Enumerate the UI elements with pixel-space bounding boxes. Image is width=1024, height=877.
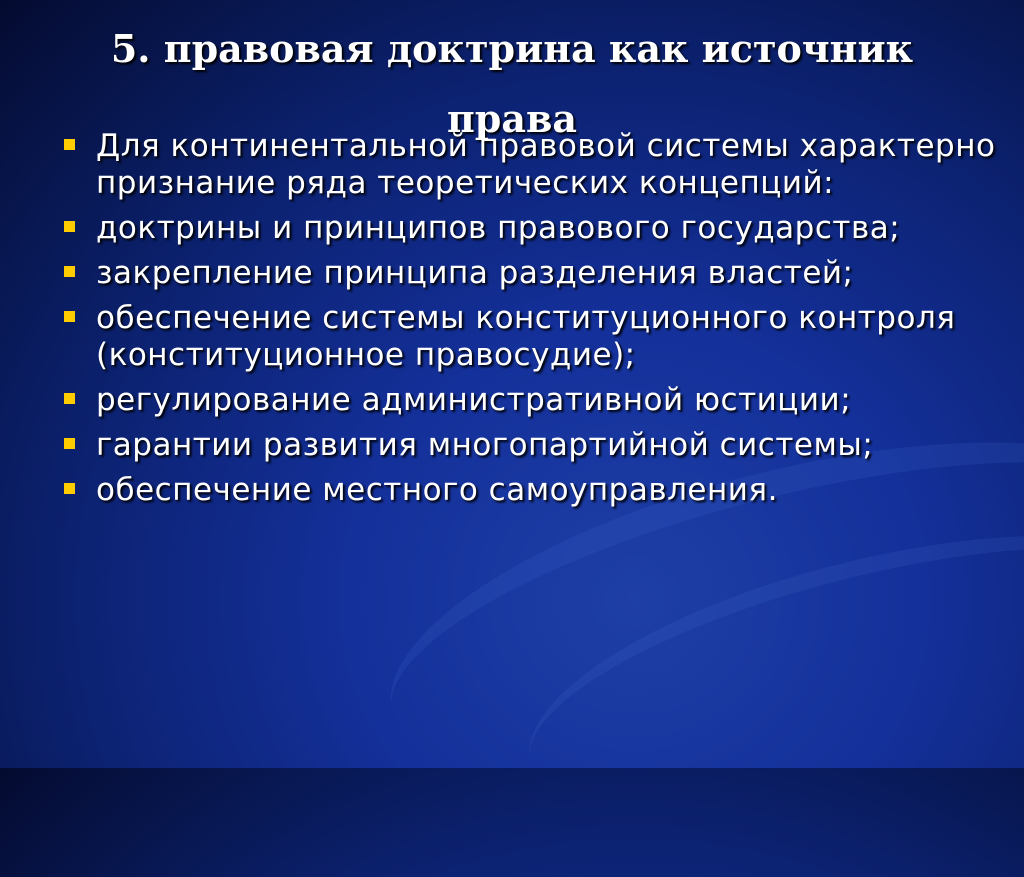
square-bullet-icon xyxy=(64,438,75,449)
list-item-text: доктрины и принципов правового государства; xyxy=(96,210,901,246)
list-item xyxy=(62,300,1002,374)
square-bullet-icon xyxy=(64,311,75,322)
list-item-text: закрепление принципа разделения властей; xyxy=(96,255,854,291)
bullet-list xyxy=(62,128,1002,517)
list-item-text: Для континентальной правовой системы характерно признание ряда теоретических концепций: xyxy=(96,128,996,201)
list-item-text: регулирование административной юстиции; xyxy=(96,382,852,418)
list-item-text: обеспечение системы конституционного контроля (конституционное правосудие); xyxy=(96,300,956,373)
square-bullet-icon xyxy=(64,221,75,232)
list-item xyxy=(62,128,1002,202)
list-item xyxy=(62,255,1002,292)
slide-title: 5. правовая доктрина как источник права xyxy=(110,26,914,141)
list-item-text: гарантии развития многопартийной системы; xyxy=(96,427,874,463)
square-bullet-icon xyxy=(64,266,75,277)
list-item xyxy=(62,210,1002,247)
square-bullet-icon xyxy=(64,139,75,150)
square-bullet-icon xyxy=(64,483,75,494)
list-item xyxy=(62,427,1002,464)
list-item-text: обеспечение местного самоуправления. xyxy=(96,472,778,508)
list-item xyxy=(62,472,1002,509)
square-bullet-icon xyxy=(64,393,75,404)
list-item xyxy=(62,382,1002,419)
